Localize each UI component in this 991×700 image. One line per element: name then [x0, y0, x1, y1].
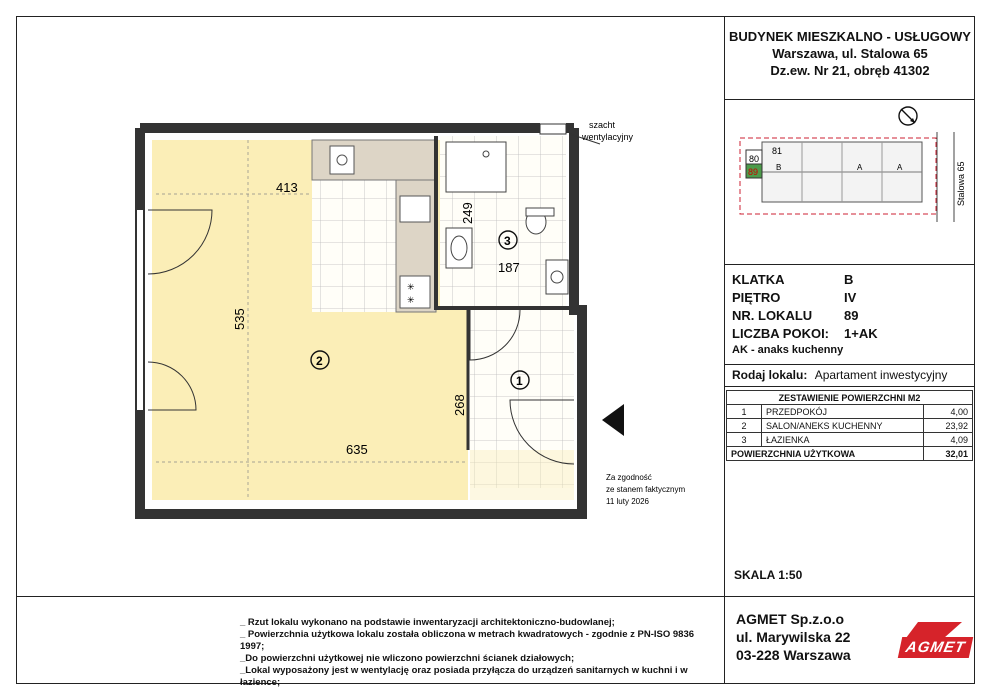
note-line: _ Powierzchnia użytkowa lokalu została obliczona w metrach kwadratowych - zgodnie z PN-ISO 9836 1997; — [240, 629, 695, 652]
area-value: 23,92 — [924, 419, 973, 433]
info-value: 1+AK — [844, 326, 878, 341]
entrance-arrow-icon — [602, 404, 624, 436]
washbasin-icon — [446, 228, 472, 268]
shower-tray — [446, 142, 506, 192]
area-table-header — [727, 391, 973, 405]
note-line: _Do powierzchni użytkowej nie wliczono powierzchni ścianek działowych; — [240, 653, 575, 664]
svg-text:✳: ✳ — [407, 282, 415, 292]
area-value: 4,00 — [924, 405, 973, 419]
company-street: ul. Marywilska 22 — [736, 629, 851, 645]
dim-187: 187 — [498, 260, 520, 275]
shaft-label-2: wentylacyjny — [582, 132, 634, 142]
key-plan — [732, 102, 970, 262]
floor-plan-drawing — [100, 110, 700, 540]
area-name: ŁAZIENKA — [762, 433, 924, 447]
keyplan-divider — [724, 264, 975, 265]
key-label-89: 89 — [748, 167, 759, 177]
svg-text:1: 1 — [516, 374, 523, 388]
unit-type-label: Rodaj lokalu: — [732, 368, 808, 382]
stamp-line-1: Za zgodność — [606, 473, 652, 482]
info-row-rooms — [732, 326, 970, 344]
dim-268: 268 — [452, 394, 467, 416]
type-bottom-rule — [724, 386, 975, 387]
key-label-81: 81 — [772, 146, 783, 156]
area-total-value: 32,01 — [924, 447, 973, 461]
table-row — [727, 405, 973, 419]
info-value: IV — [844, 290, 857, 305]
floor-plan — [100, 110, 700, 540]
unit-type — [732, 368, 970, 382]
kitchenette-note: AK - anaks kuchenny — [732, 344, 844, 356]
stamp-line-3: 11 luty 2026 — [606, 497, 649, 506]
note-line: _Lokal wyposażony jest w wentylację oraz posiada przyłącza do urządzeń sanitarnych w kuchni i w łazience; — [240, 665, 688, 688]
key-label-a2: A — [897, 163, 903, 172]
area-name: SALON/ANEKS KUCHENNY — [762, 419, 924, 433]
area-no: 1 — [727, 405, 762, 419]
area-summary — [726, 390, 973, 461]
notes-divider — [16, 596, 975, 597]
project-parcel: Dz.ew. Nr 21, obręb 41302 — [770, 63, 930, 78]
unit-type-value: Apartament inwestycyjny — [814, 368, 948, 382]
info-label: NR. LOKALU — [732, 308, 813, 323]
hob-icon — [400, 276, 430, 308]
area-total-label: POWIERZCHNIA UŻYTKOWA — [727, 447, 924, 461]
key-label-b: B — [776, 163, 782, 172]
type-top-rule — [724, 364, 975, 365]
area-name: PRZEDPOKÓJ — [762, 405, 924, 419]
compass-icon — [899, 107, 917, 125]
area-total-row — [727, 447, 973, 461]
info-row-floor — [732, 290, 970, 308]
svg-text:3: 3 — [504, 234, 511, 248]
company-logo — [898, 620, 968, 665]
key-label-a1: A — [857, 163, 863, 172]
info-label: KLATKA — [732, 272, 785, 287]
dim-413: 413 — [276, 180, 298, 195]
table-row — [727, 419, 973, 433]
info-label: PIĘTRO — [732, 290, 781, 305]
company-city: 03-228 Warszawa — [736, 647, 851, 663]
company-name: AGMET Sp.z.o.o — [736, 611, 845, 627]
ventilation-shaft — [540, 124, 566, 134]
stamp-line-2: ze stanem faktycznym — [606, 485, 686, 494]
key-label-80: 80 — [749, 154, 760, 164]
svg-text:2: 2 — [316, 354, 323, 368]
info-label: LICZBA POKOI: — [732, 326, 830, 341]
project-address: Warszawa, ul. Stalowa 65 — [772, 46, 928, 61]
kitchen-oven — [400, 196, 430, 222]
info-value: 89 — [844, 308, 859, 323]
dim-635: 635 — [346, 442, 368, 457]
info-row-unit — [732, 308, 970, 326]
note-line: _ Rzut lokalu wykonano na podstawie inwentaryzacji architektoniczno-budowlanej; — [240, 617, 615, 628]
info-value: B — [844, 272, 854, 287]
area-value: 4,09 — [924, 433, 973, 447]
hallway-floor — [470, 450, 574, 500]
notes — [240, 617, 720, 689]
shaft-label-1: szacht — [589, 120, 616, 130]
washer-icon — [546, 260, 568, 294]
svg-text:✳: ✳ — [407, 295, 415, 305]
scale-label: SKALA 1:50 — [734, 568, 803, 582]
sink-icon — [330, 146, 354, 174]
project-title: BUDYNEK MIESZKALNO - USŁUGOWY — [729, 29, 971, 44]
company-block — [736, 610, 886, 664]
table-row — [727, 433, 973, 447]
key-street-label: Stalowa 65 — [956, 161, 966, 206]
project-header — [726, 28, 974, 79]
apartment-info — [732, 272, 970, 356]
info-row-stair — [732, 272, 970, 290]
logo-text: AGMET — [898, 637, 974, 658]
key-plan-drawing — [732, 102, 970, 262]
header-divider — [724, 99, 975, 100]
area-no: 2 — [727, 419, 762, 433]
area-no: 3 — [727, 433, 762, 447]
dim-535: 535 — [232, 308, 247, 330]
dim-249: 249 — [460, 202, 475, 224]
title-block-divider — [724, 16, 725, 684]
area-header: ZESTAWIENIE POWIERZCHNI M2 — [727, 391, 973, 405]
area-table — [726, 390, 973, 461]
